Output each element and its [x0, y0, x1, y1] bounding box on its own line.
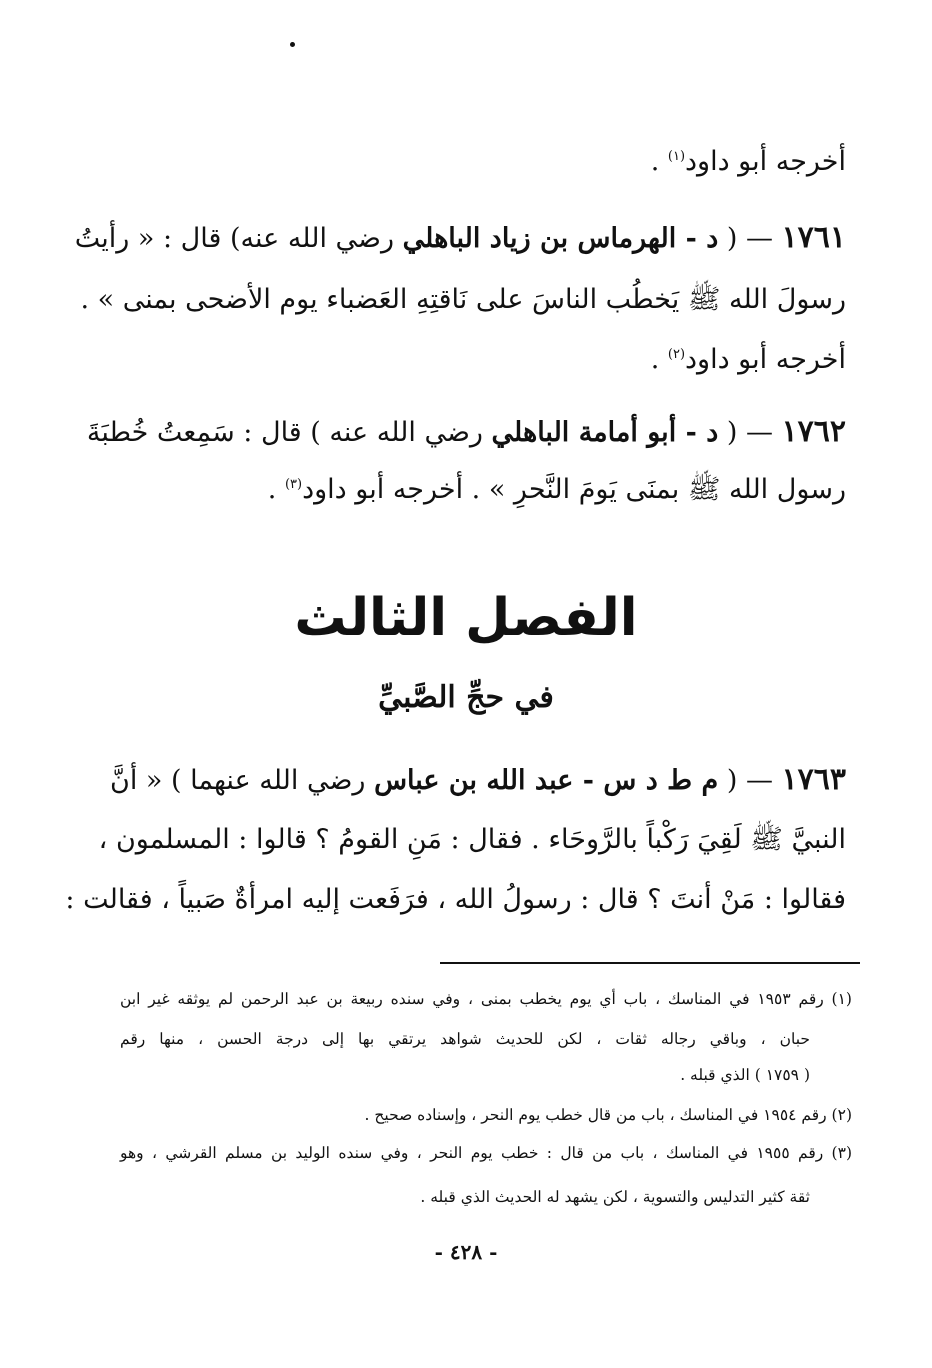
hadith-1761-line2	[80, 284, 846, 316]
hadith-1762-line1	[86, 414, 846, 450]
hadith-1763-line3	[65, 884, 846, 916]
hadith-text: رسول الله ﷺ بمنَى يَومَ النَّحرِ » . أخرجه أبو داود	[302, 474, 846, 505]
hadith-1761-takhrij	[120, 344, 846, 376]
page-number: - ٤٢٨ -	[434, 1240, 498, 1264]
chapter-title: الفصل الثالث	[294, 588, 638, 648]
hadith-source: د - أبو أمامة الباهلي	[491, 417, 719, 448]
chapter-subtitle: في حجِّ الصَّبيِّ	[378, 680, 554, 715]
hadith-number: ١٧٦١	[781, 220, 846, 255]
takhrij-line-prev	[120, 146, 846, 178]
hadith-source: د - الهرماس بن زياد الباهلي	[402, 223, 719, 254]
period: .	[650, 344, 660, 375]
footnote-ref: (٢)	[667, 347, 686, 362]
ink-speck	[290, 42, 295, 47]
hadith-text: رضي الله عنهما ) « أنَّ	[110, 765, 366, 796]
hadith-text: فقالوا : مَنْ أنتَ ؟ قال : رسولُ الله ، فرَفَعت إليه امرأةٌ صَبياً ، فقالت :	[65, 884, 846, 915]
period: .	[650, 146, 660, 177]
footnote-ref: (١)	[667, 149, 686, 164]
period: .	[267, 474, 277, 505]
takhrij-text: أخرجه أبو داود	[685, 146, 846, 177]
hadith-number: ١٧٦٣	[781, 762, 846, 797]
hadith-number: ١٧٦٢	[781, 414, 846, 449]
dash-paren: — (	[726, 417, 773, 448]
footnote-2: (٢) رقم ١٩٥٤ في المناسك ، باب من قال خطب يوم النحر ، وإسناده صحيح .	[364, 1106, 852, 1124]
hadith-text: النبيَّ ﷺ لَقِيَ رَكْباً بالرَّوحَاء . فقال : مَنِ القومُ ؟ قالوا : المسلمون ،	[98, 824, 846, 855]
hadith-text: رضي الله عنه ) قال : سَمِعتُ خُطبَةَ	[86, 417, 483, 448]
hadith-text: رضي الله عنه) قال : « رأيتُ	[74, 223, 395, 254]
footnote-1-line2: حبان ، وباقي رجاله ثقات ، لكن للحديث شواهد يرتقي بها إلى درجة الحسن ، منها رقم	[120, 1030, 810, 1048]
footnote-1-line3: ( ١٧٥٩ ) الذي قبله .	[680, 1066, 810, 1084]
hadith-1763-line1	[110, 762, 846, 798]
dash-paren: — (	[726, 765, 773, 796]
footnote-ref: (٣)	[284, 477, 303, 492]
hadith-text: رسولَ الله ﷺ يَخطُب الناسَ على نَاقتِهِ العَضباء يوم الأضحى بمنى » .	[80, 284, 846, 315]
hadith-1762-line2	[120, 474, 846, 506]
hadith-1763-line2	[98, 824, 846, 856]
footnote-1-line1: (١) رقم ١٩٥٣ في المناسك ، باب أي يوم يخطب بمنى ، وفي سنده ربيعة بن عبد الرحمن لم يوثقه غير ابن	[120, 990, 852, 1008]
takhrij-text: أخرجه أبو داود	[685, 344, 846, 375]
footnote-3-line2: ثقة كثير التدليس والتسوية ، لكن يشهد له الحديث الذي قبله .	[420, 1188, 810, 1206]
dash-paren: — (	[726, 223, 773, 254]
hadith-source: م ط د س - عبد الله بن عباس	[374, 765, 719, 796]
footnote-separator	[440, 962, 860, 964]
hadith-1761-line1	[74, 220, 846, 256]
footnote-3-line1: (٣) رقم ١٩٥٥ في المناسك ، باب من قال : خطب يوم النحر ، وفي سنده الوليد بن مسلم القرشي ، وهو	[120, 1144, 852, 1162]
